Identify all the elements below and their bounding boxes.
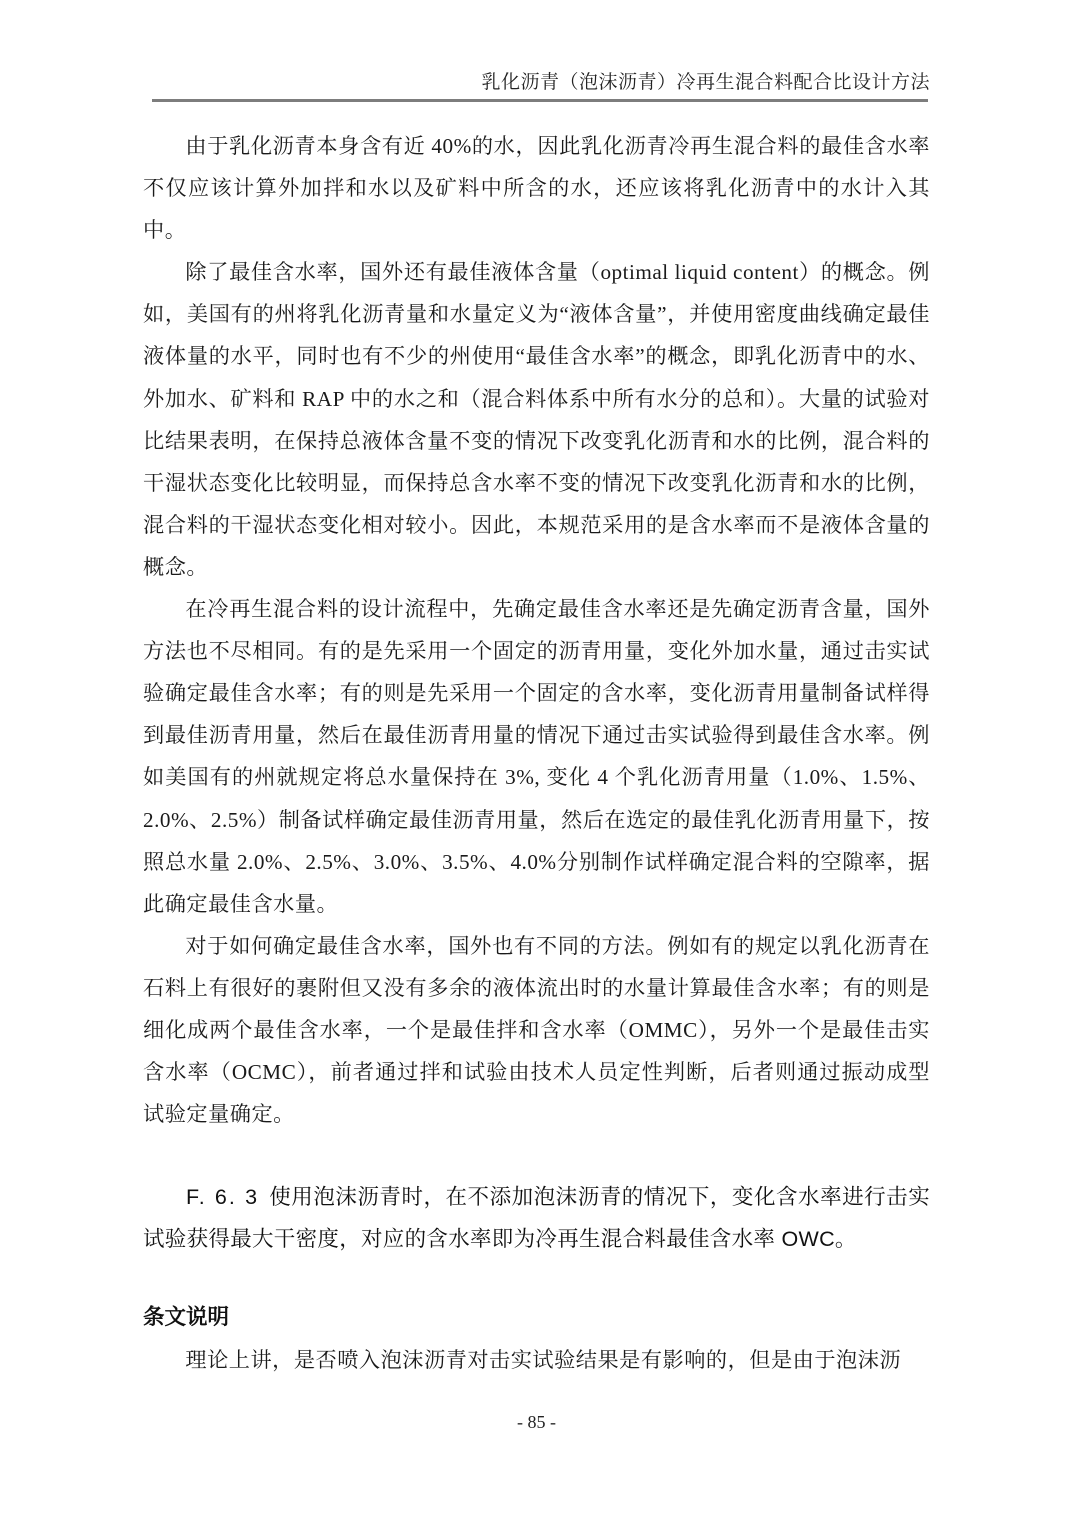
notes-paragraph: 理论上讲，是否喷入泡沫沥青对击实试验结果是有影响的，但是由于泡沫沥: [185, 1347, 902, 1372]
provision-clause-f63: [143, 1176, 930, 1260]
running-header-title: 乳化沥青（泡沫沥青）冷再生混合料配合比设计方法: [481, 72, 930, 93]
commentary-paragraph: 除了最佳含水率，国外还有最佳液体含量（optimal liquid content）的概念。例如，美国有的州将乳化沥青量和水量定义为“液体含量”，并使用密度曲线确定最佳液体量的水平，同时也有不少的州使用“最佳含水率”的概念，即乳化沥青中的水、外加水、矿料和 RAP 中的水之和（混合料体系中所有水分的总和）。大量的试验对比结果表明，在保持总液体含量不变的情况下改变乳化沥青和水的比例，混合料的干湿状态变化比较明显，而保持总含水率不变的情况下改变乳化沥青和水的比例，混合料的干湿状态变化相对较小。因此，本规范采用的是含水率而不是液体含量的概念。: [143, 260, 930, 579]
clause-text: 使用泡沫沥青时，在不添加泡沫沥青的情况下，变化含水率进行击实试验获得最大干密度，对应的含水率即为冷再生混合料最佳含水率 OWC。: [143, 1185, 930, 1252]
commentary-paragraph: 由于乳化沥青本身含有近 40%的水，因此乳化沥青冷再生混合料的最佳含水率不仅应该计算外加拌和水以及矿料中所含的水，还应该将乳化沥青中的水计入其中。: [143, 134, 930, 243]
clause-number: F. 6. 3: [186, 1185, 260, 1210]
notes-section-heading: 条文说明: [143, 1305, 230, 1330]
page-number: - 85 -: [517, 1412, 556, 1432]
main-text-column: [143, 125, 930, 1381]
commentary-paragraph: 在冷再生混合料的设计流程中，先确定最佳含水率还是先确定沥青含量，国外方法也不尽相同。有的是先采用一个固定的沥青用量，变化外加水量，通过击实试验确定最佳含水率；有的则是先采用一个固定的含水率，变化沥青用量制备试样得到最佳沥青用量，然后在最佳沥青用量的情况下通过击实试验得到最佳含水率。例如美国有的州就规定将总水量保持在 3%, 变化 4 个乳化沥青用量（1.0%、1.5%、2.0%、2.5%）制备试样确定最佳沥青用量，然后在选定的最佳乳化沥青用量下，按照总水量 2.0%、2.5%、3.0%、3.5%、4.0%分别制作试样确定混合料的空隙率，据此确定最佳含水量。: [143, 597, 930, 916]
commentary-paragraph: 对于如何确定最佳含水率，国外也有不同的方法。例如有的规定以乳化沥青在石料上有很好的裹附但又没有多余的液体流出时的水量计算最佳含水率；有的则是细化成两个最佳含水率，一个是最佳拌和含水率（OMMC），另外一个是最佳击实含水率（OCMC），前者通过拌和试验由技术人员定性判断，后者则通过振动成型试验定量确定。: [143, 933, 930, 1127]
header-divider-rule: [152, 99, 928, 102]
